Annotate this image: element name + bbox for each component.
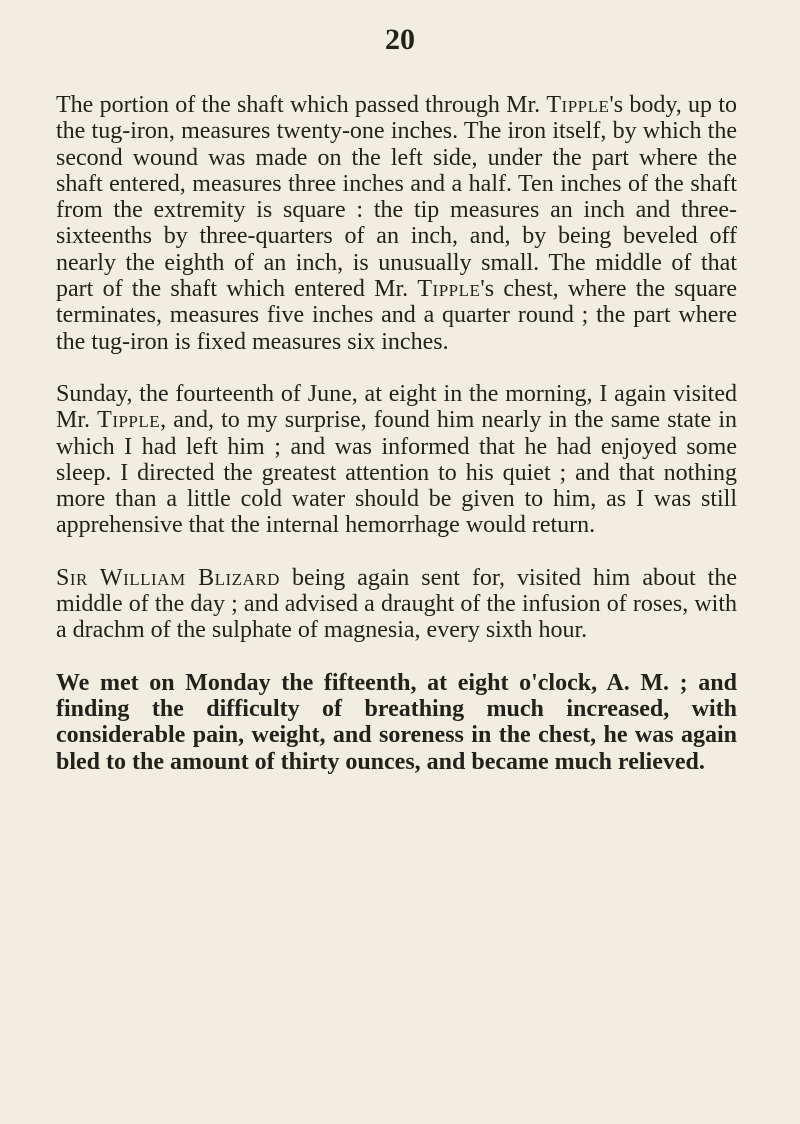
person-name-tipple: Tipple <box>417 276 481 303</box>
paragraph-sunday-visit <box>56 381 737 539</box>
text-segment: 's chest, where the square terminates, measures five inches and a quarter round ; the part where the tug-iron is fixed measures six inches. <box>56 276 737 355</box>
paragraph-shaft-measurements <box>56 92 737 355</box>
paragraph-monday-meeting <box>56 670 737 775</box>
person-name-tipple: Tipple <box>546 92 610 118</box>
page-number: 20 <box>385 23 415 56</box>
text-segment: 's body, up to the tug-iron, measures twenty-one inches. The iron itself, by which the second wound was made on the left side, under the part where the shaft entered, measures three inches and a half. Ten inches of the shaft from the extremity is square : the tip measures an inch and three-sixteenths by three-quarters of an inch, and, by being beveled off nearly the eighth of an inch, is unusually small. The middle of that part of the shaft which entered Mr. <box>56 92 737 303</box>
body-text <box>56 92 737 801</box>
text-segment: The portion of the shaft which passed through Mr. <box>56 92 547 118</box>
text-segment: We met on Monday the fifteenth, at eight o'clock, A. M. ; and finding the difficulty of breathing much increased, with considerable pain, weight, and soreness in the chest, he was again bled to the amount of thirty ounces, and became much relieved. <box>56 669 737 775</box>
text-segment: , and, to my surprise, found him nearly in the same state in which I had left him ; and was informed that he had enjoyed some sleep. I directed the greatest attention to his quiet ; and that nothing more than a little cold water should be given to him, as I was still apprehensive that the internal hemorrhage would return. <box>56 407 738 539</box>
text-segment: Sunday, the fourteenth of June, at eight in the morning, I again visited Mr. <box>56 380 737 434</box>
paragraph-sir-william-blizard <box>56 565 737 644</box>
person-name-sir-william-blizard: Sir William Blizard <box>56 564 280 591</box>
person-name-tipple: Tipple <box>97 407 161 434</box>
text-segment: being again sent for, visited him about the middle of the day ; and advised a draught of the infusion of roses, with a drachm of the sulphate of magnesia, every sixth hour. <box>56 564 737 644</box>
